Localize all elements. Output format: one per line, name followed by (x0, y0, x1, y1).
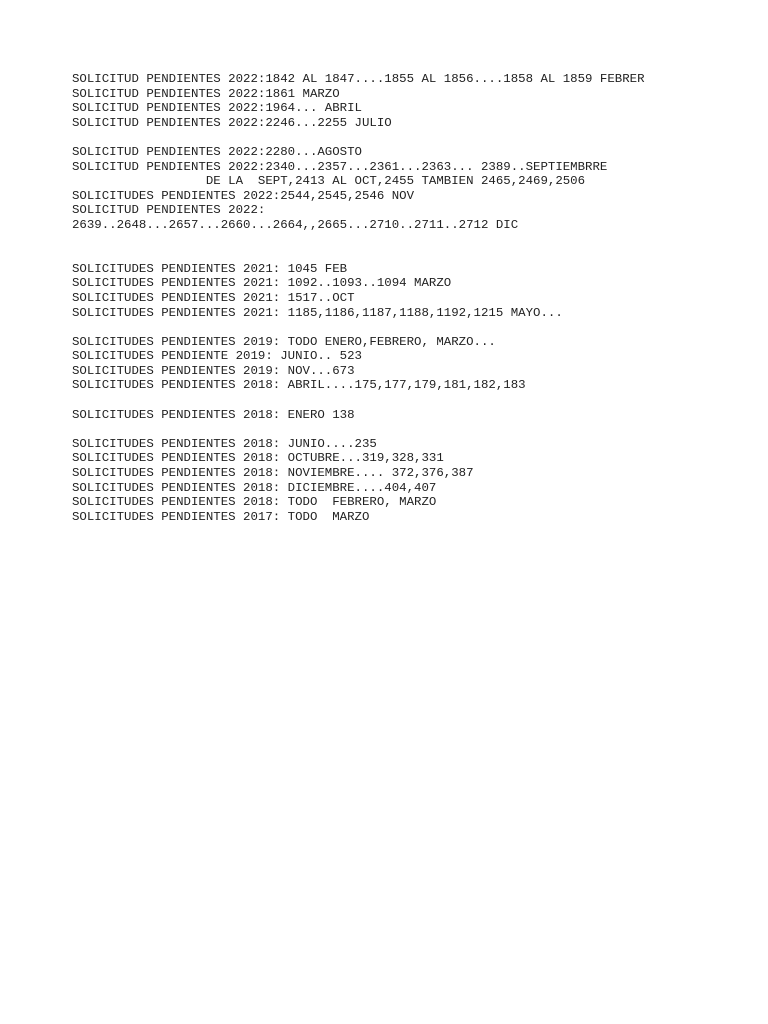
blank-line (72, 422, 752, 437)
section-2021 (72, 262, 752, 320)
section-2022-part2 (72, 145, 752, 233)
blank-line (72, 130, 752, 145)
text-line: SOLICITUDES PENDIENTES 2022:2544,2545,2546 NOV (72, 188, 415, 203)
section-2022-part1 (72, 72, 752, 130)
text-line: SOLICITUDES PENDIENTES 2018: DICIEMBRE....404,407 (72, 480, 437, 495)
text-line: DE LA SEPT,2413 AL OCT,2455 TAMBIEN 2465,2469,2506 (72, 174, 586, 189)
text-line: SOLICITUD PENDIENTES 2022:2246...2255 JULIO (72, 115, 392, 130)
text-line: SOLICITUD PENDIENTES 2022:1861 MARZO (72, 86, 340, 101)
text-line: SOLICITUDES PENDIENTES 2021: 1517..OCT (72, 290, 355, 305)
text-line: SOLICITUDES PENDIENTES 2018: ENERO 138 (72, 407, 355, 422)
text-line: 2639..2648...2657...2660...2664,,2665...2710..2711..2712 DIC (72, 217, 519, 232)
text-line: SOLICITUDES PENDIENTES 2019: TODO ENERO,FEBRERO, MARZO... (72, 334, 496, 349)
text-line: SOLICITUDES PENDIENTES 2018: ABRIL....175,177,179,181,182,183 (72, 378, 526, 393)
text-line: SOLICITUDES PENDIENTE 2019: JUNIO.. 523 (72, 349, 362, 364)
text-line: SOLICITUD PENDIENTES 2022: (72, 203, 266, 218)
text-line: SOLICITUDES PENDIENTES 2018: JUNIO....235 (72, 436, 377, 451)
section-2018-2017 (72, 437, 752, 525)
text-line: SOLICITUD PENDIENTES 2022:1964... ABRIL (72, 101, 362, 116)
text-line: SOLICITUDES PENDIENTES 2021: 1045 FEB (72, 261, 348, 276)
document-page (72, 72, 752, 524)
text-line: SOLICITUD PENDIENTES 2022:1842 AL 1847....1855 AL 1856....1858 AL 1859 FEBRER (72, 72, 645, 86)
section-2019 (72, 335, 752, 393)
blank-line (72, 320, 752, 335)
blank-line (72, 393, 752, 408)
blank-lines (72, 233, 752, 262)
text-line: SOLICITUDES PENDIENTES 2017: TODO MARZO (72, 509, 370, 524)
text-line: SOLICITUDES PENDIENTES 2021: 1092..1093..1094 MARZO (72, 276, 452, 291)
text-line: SOLICITUD PENDIENTES 2022:2280...AGOSTO (72, 144, 362, 159)
text-line: SOLICITUDES PENDIENTES 2018: NOVIEMBRE.... 372,376,387 (72, 466, 474, 481)
text-line: SOLICITUDES PENDIENTES 2021: 1185,1186,1187,1188,1192,1215 MAYO... (72, 305, 563, 320)
text-line: SOLICITUDES PENDIENTES 2018: TODO FEBRERO, MARZO (72, 495, 437, 510)
text-line: SOLICITUDES PENDIENTES 2018: OCTUBRE...319,328,331 (72, 451, 444, 466)
section-2018-enero (72, 408, 752, 423)
text-line: SOLICITUD PENDIENTES 2022:2340...2357...2361...2363... 2389..SEPTIEMBRRE (72, 159, 608, 174)
text-line: SOLICITUDES PENDIENTES 2019: NOV...673 (72, 363, 355, 378)
